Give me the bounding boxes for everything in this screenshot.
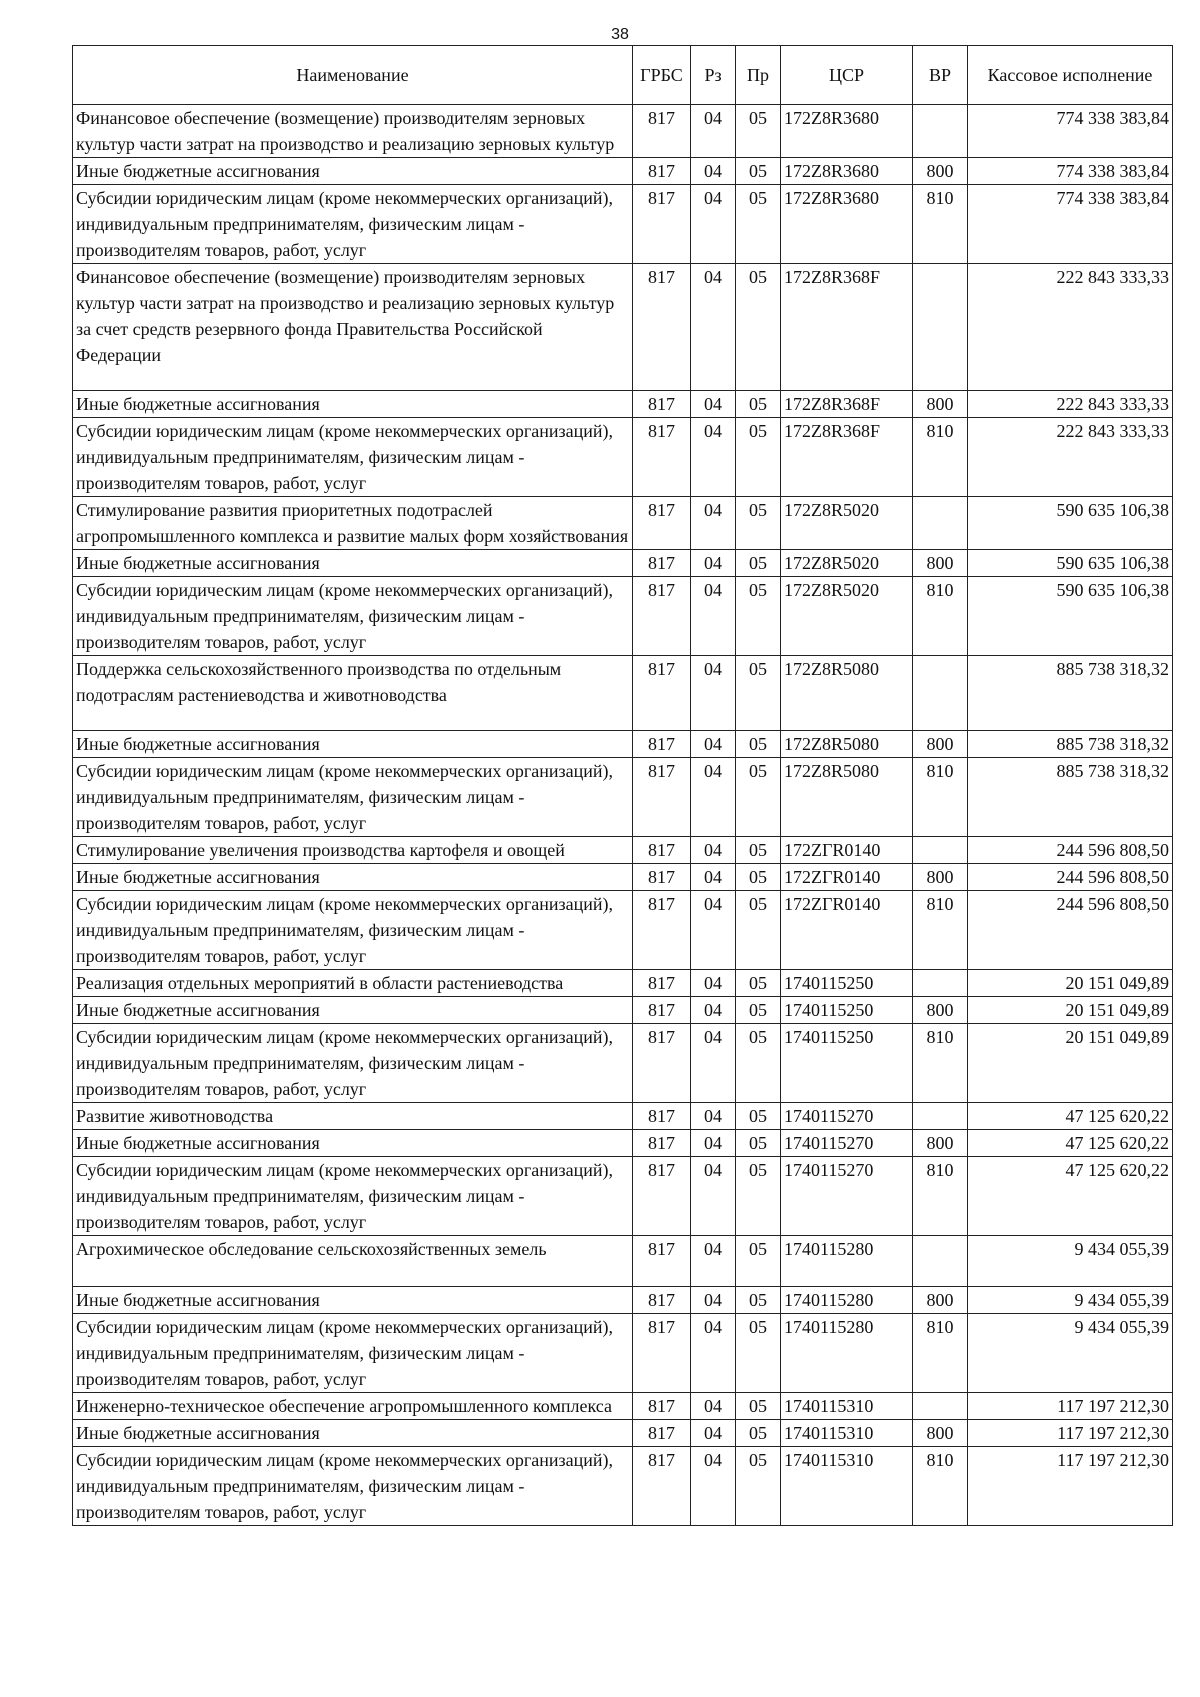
table-row: [73, 185, 1173, 264]
row-amount-cell: 9 434 055,39: [968, 1287, 1173, 1314]
row-rz-cell: 04: [691, 1393, 736, 1420]
row-rz-cell: 04: [691, 1447, 736, 1526]
row-name-cell: Субсидии юридическим лицам (кроме некоммерческих организаций), индивидуальным предпринимателям, физическим лицам - производителям товаров, работ, услуг: [73, 418, 633, 497]
row-amount-cell: 117 197 212,30: [968, 1420, 1173, 1447]
row-vr-cell: 810: [913, 1024, 968, 1103]
row-pr-cell: 05: [736, 264, 781, 391]
table-row: [73, 970, 1173, 997]
row-rz-cell: 04: [691, 497, 736, 550]
row-name-cell: Субсидии юридическим лицам (кроме некоммерческих организаций), индивидуальным предпринимателям, физическим лицам - производителям товаров, работ, услуг: [73, 1314, 633, 1393]
row-vr-cell: 810: [913, 577, 968, 656]
table-row: [73, 105, 1173, 158]
row-rz-cell: 04: [691, 1420, 736, 1447]
row-csr-cell: 1740115280: [781, 1287, 913, 1314]
row-grbs-cell: 817: [633, 1130, 691, 1157]
row-grbs-cell: 817: [633, 1447, 691, 1526]
table-row: [73, 264, 1173, 391]
row-pr-cell: 05: [736, 185, 781, 264]
row-name-cell: Иные бюджетные ассигнования: [73, 158, 633, 185]
table-row: [73, 158, 1173, 185]
table-row: [73, 1314, 1173, 1393]
row-rz-cell: 04: [691, 1130, 736, 1157]
row-grbs-cell: 817: [633, 970, 691, 997]
page-number: 38: [611, 26, 629, 43]
row-grbs-cell: 817: [633, 185, 691, 264]
row-csr-cell: 172Z8R5080: [781, 731, 913, 758]
row-csr-cell: 1740115310: [781, 1447, 913, 1526]
row-grbs-cell: 817: [633, 1024, 691, 1103]
row-name-cell: Субсидии юридическим лицам (кроме некоммерческих организаций), индивидуальным предпринимателям, физическим лицам - производителям товаров, работ, услуг: [73, 1157, 633, 1236]
row-csr-cell: 1740115280: [781, 1236, 913, 1287]
row-amount-cell: 47 125 620,22: [968, 1130, 1173, 1157]
row-grbs-cell: 817: [633, 105, 691, 158]
row-vr-cell: 810: [913, 185, 968, 264]
row-rz-cell: 04: [691, 758, 736, 837]
row-vr-cell: 800: [913, 1287, 968, 1314]
row-grbs-cell: 817: [633, 1103, 691, 1130]
row-pr-cell: 05: [736, 864, 781, 891]
row-csr-cell: 172Z8R3680: [781, 185, 913, 264]
row-amount-cell: 774 338 383,84: [968, 185, 1173, 264]
row-grbs-cell: 817: [633, 1420, 691, 1447]
row-vr-cell: 800: [913, 1130, 968, 1157]
row-grbs-cell: 817: [633, 1314, 691, 1393]
table-row: [73, 864, 1173, 891]
row-rz-cell: 04: [691, 864, 736, 891]
row-name-cell: Стимулирование развития приоритетных подотраслей агропромышленного комплекса и развитие малых форм хозяйствования: [73, 497, 633, 550]
row-amount-cell: 9 434 055,39: [968, 1236, 1173, 1287]
row-vr-cell: [913, 1103, 968, 1130]
row-name-cell: Инженерно-техническое обеспечение агропромышленного комплекса: [73, 1393, 633, 1420]
row-csr-cell: 1740115270: [781, 1130, 913, 1157]
row-grbs-cell: 817: [633, 758, 691, 837]
row-vr-cell: 800: [913, 550, 968, 577]
table-row: [73, 758, 1173, 837]
table-row: [73, 577, 1173, 656]
row-name-cell: Стимулирование увеличения производства картофеля и овощей: [73, 837, 633, 864]
row-amount-cell: 590 635 106,38: [968, 550, 1173, 577]
row-csr-cell: 172Z8R3680: [781, 158, 913, 185]
table-row: [73, 1393, 1173, 1420]
row-pr-cell: 05: [736, 497, 781, 550]
row-rz-cell: 04: [691, 731, 736, 758]
row-pr-cell: 05: [736, 550, 781, 577]
header-amount: Кассовое исполнение: [968, 46, 1173, 105]
table-row: [73, 1157, 1173, 1236]
row-rz-cell: 04: [691, 1024, 736, 1103]
row-amount-cell: 885 738 318,32: [968, 731, 1173, 758]
row-pr-cell: 05: [736, 1314, 781, 1393]
row-amount-cell: 20 151 049,89: [968, 970, 1173, 997]
row-vr-cell: 810: [913, 418, 968, 497]
row-rz-cell: 04: [691, 1314, 736, 1393]
row-vr-cell: [913, 1393, 968, 1420]
row-csr-cell: 1740115270: [781, 1103, 913, 1130]
row-rz-cell: 04: [691, 891, 736, 970]
row-vr-cell: 800: [913, 391, 968, 418]
row-pr-cell: 05: [736, 158, 781, 185]
table-row: [73, 391, 1173, 418]
row-vr-cell: 810: [913, 1447, 968, 1526]
row-rz-cell: 04: [691, 105, 736, 158]
row-vr-cell: 810: [913, 1314, 968, 1393]
row-pr-cell: 05: [736, 758, 781, 837]
row-amount-cell: 20 151 049,89: [968, 997, 1173, 1024]
row-name-cell: Субсидии юридическим лицам (кроме некоммерческих организаций), индивидуальным предпринимателям, физическим лицам - производителям товаров, работ, услуг: [73, 758, 633, 837]
row-grbs-cell: 817: [633, 158, 691, 185]
row-csr-cell: 172ZГR0140: [781, 864, 913, 891]
row-name-cell: Реализация отдельных мероприятий в области растениеводства: [73, 970, 633, 997]
row-csr-cell: 172Z8R368F: [781, 418, 913, 497]
row-name-cell: Субсидии юридическим лицам (кроме некоммерческих организаций), индивидуальным предпринимателям, физическим лицам - производителям товаров, работ, услуг: [73, 1447, 633, 1526]
row-amount-cell: 885 738 318,32: [968, 656, 1173, 731]
row-pr-cell: 05: [736, 1130, 781, 1157]
row-grbs-cell: 817: [633, 1157, 691, 1236]
row-grbs-cell: 817: [633, 1393, 691, 1420]
table-row: [73, 731, 1173, 758]
row-pr-cell: 05: [736, 391, 781, 418]
row-amount-cell: 590 635 106,38: [968, 497, 1173, 550]
row-grbs-cell: 817: [633, 864, 691, 891]
row-pr-cell: 05: [736, 731, 781, 758]
row-name-cell: Иные бюджетные ассигнования: [73, 731, 633, 758]
row-vr-cell: [913, 105, 968, 158]
header-pr: Пр: [736, 46, 781, 105]
row-csr-cell: 172Z8R5020: [781, 550, 913, 577]
row-pr-cell: 05: [736, 656, 781, 731]
row-vr-cell: [913, 264, 968, 391]
row-csr-cell: 172Z8R3680: [781, 105, 913, 158]
row-grbs-cell: 817: [633, 891, 691, 970]
row-grbs-cell: 817: [633, 997, 691, 1024]
row-amount-cell: 244 596 808,50: [968, 837, 1173, 864]
row-grbs-cell: 817: [633, 837, 691, 864]
table-row: [73, 1103, 1173, 1130]
row-amount-cell: 222 843 333,33: [968, 264, 1173, 391]
row-name-cell: Поддержка сельскохозяйственного производства по отдельным подотраслям растениеводства и животноводства: [73, 656, 633, 731]
row-amount-cell: 244 596 808,50: [968, 891, 1173, 970]
row-pr-cell: 05: [736, 418, 781, 497]
row-amount-cell: 222 843 333,33: [968, 391, 1173, 418]
row-name-cell: Финансовое обеспечение (возмещение) производителям зерновых культур части затрат на производство и реализацию зерновых культур за счет средств резервного фонда Правительства Российской Федерации: [73, 264, 633, 391]
table-row: [73, 418, 1173, 497]
row-vr-cell: [913, 970, 968, 997]
row-csr-cell: 172Z8R368F: [781, 264, 913, 391]
header-vr: ВР: [913, 46, 968, 105]
row-vr-cell: 800: [913, 158, 968, 185]
row-grbs-cell: 817: [633, 418, 691, 497]
row-pr-cell: 05: [736, 997, 781, 1024]
row-csr-cell: 1740115250: [781, 1024, 913, 1103]
row-name-cell: Иные бюджетные ассигнования: [73, 1130, 633, 1157]
row-name-cell: Иные бюджетные ассигнования: [73, 997, 633, 1024]
row-grbs-cell: 817: [633, 391, 691, 418]
row-pr-cell: 05: [736, 1420, 781, 1447]
row-name-cell: Иные бюджетные ассигнования: [73, 864, 633, 891]
table-header-row: [73, 46, 1173, 105]
row-rz-cell: 04: [691, 656, 736, 731]
row-csr-cell: 172Z8R368F: [781, 391, 913, 418]
row-csr-cell: 172ZГR0140: [781, 837, 913, 864]
row-pr-cell: 05: [736, 891, 781, 970]
budget-execution-table: [72, 45, 1173, 1526]
row-name-cell: Субсидии юридическим лицам (кроме некоммерческих организаций), индивидуальным предпринимателям, физическим лицам - производителям товаров, работ, услуг: [73, 185, 633, 264]
row-rz-cell: 04: [691, 550, 736, 577]
row-pr-cell: 05: [736, 1447, 781, 1526]
row-rz-cell: 04: [691, 837, 736, 864]
row-grbs-cell: 817: [633, 264, 691, 391]
table-row: [73, 1287, 1173, 1314]
row-csr-cell: 1740115270: [781, 1157, 913, 1236]
header-csr: ЦСР: [781, 46, 913, 105]
row-name-cell: Иные бюджетные ассигнования: [73, 1420, 633, 1447]
row-name-cell: Субсидии юридическим лицам (кроме некоммерческих организаций), индивидуальным предпринимателям, физическим лицам - производителям товаров, работ, услуг: [73, 577, 633, 656]
row-vr-cell: [913, 497, 968, 550]
table-row: [73, 1130, 1173, 1157]
row-name-cell: Субсидии юридическим лицам (кроме некоммерческих организаций), индивидуальным предпринимателям, физическим лицам - производителям товаров, работ, услуг: [73, 891, 633, 970]
row-vr-cell: [913, 656, 968, 731]
row-name-cell: Иные бюджетные ассигнования: [73, 1287, 633, 1314]
row-vr-cell: 810: [913, 758, 968, 837]
row-pr-cell: 05: [736, 1024, 781, 1103]
row-vr-cell: 800: [913, 1420, 968, 1447]
row-amount-cell: 774 338 383,84: [968, 158, 1173, 185]
row-rz-cell: 04: [691, 1236, 736, 1287]
row-amount-cell: 117 197 212,30: [968, 1393, 1173, 1420]
row-vr-cell: 800: [913, 731, 968, 758]
row-pr-cell: 05: [736, 1103, 781, 1130]
row-amount-cell: 20 151 049,89: [968, 1024, 1173, 1103]
table-row: [73, 1024, 1173, 1103]
row-csr-cell: 172Z8R5080: [781, 758, 913, 837]
row-grbs-cell: 817: [633, 550, 691, 577]
row-vr-cell: [913, 1236, 968, 1287]
header-rz: Рз: [691, 46, 736, 105]
row-vr-cell: 800: [913, 997, 968, 1024]
row-grbs-cell: 817: [633, 497, 691, 550]
row-amount-cell: 117 197 212,30: [968, 1447, 1173, 1526]
row-csr-cell: 1740115310: [781, 1420, 913, 1447]
row-csr-cell: 1740115250: [781, 970, 913, 997]
row-csr-cell: 1740115280: [781, 1314, 913, 1393]
row-csr-cell: 172Z8R5020: [781, 497, 913, 550]
row-vr-cell: 810: [913, 1157, 968, 1236]
row-rz-cell: 04: [691, 264, 736, 391]
row-vr-cell: 800: [913, 864, 968, 891]
row-rz-cell: 04: [691, 997, 736, 1024]
row-csr-cell: 172Z8R5020: [781, 577, 913, 656]
row-csr-cell: 1740115310: [781, 1393, 913, 1420]
row-rz-cell: 04: [691, 418, 736, 497]
row-pr-cell: 05: [736, 1236, 781, 1287]
row-vr-cell: [913, 837, 968, 864]
row-pr-cell: 05: [736, 970, 781, 997]
row-pr-cell: 05: [736, 1157, 781, 1236]
table-row: [73, 497, 1173, 550]
row-rz-cell: 04: [691, 1157, 736, 1236]
row-name-cell: Финансовое обеспечение (возмещение) производителям зерновых культур части затрат на производство и реализацию зерновых культур: [73, 105, 633, 158]
row-grbs-cell: 817: [633, 1287, 691, 1314]
row-rz-cell: 04: [691, 185, 736, 264]
row-amount-cell: 244 596 808,50: [968, 864, 1173, 891]
table-row: [73, 1447, 1173, 1526]
row-name-cell: Агрохимическое обследование сельскохозяйственных земель: [73, 1236, 633, 1287]
row-amount-cell: 885 738 318,32: [968, 758, 1173, 837]
row-pr-cell: 05: [736, 577, 781, 656]
row-rz-cell: 04: [691, 158, 736, 185]
row-rz-cell: 04: [691, 577, 736, 656]
table-row: [73, 891, 1173, 970]
table-row: [73, 1236, 1173, 1287]
row-amount-cell: 774 338 383,84: [968, 105, 1173, 158]
row-name-cell: Иные бюджетные ассигнования: [73, 391, 633, 418]
table-row: [73, 837, 1173, 864]
row-name-cell: Субсидии юридическим лицам (кроме некоммерческих организаций), индивидуальным предпринимателям, физическим лицам - производителям товаров, работ, услуг: [73, 1024, 633, 1103]
row-pr-cell: 05: [736, 837, 781, 864]
row-amount-cell: 9 434 055,39: [968, 1314, 1173, 1393]
header-grbs: ГРБС: [633, 46, 691, 105]
table-body: [73, 105, 1173, 1526]
row-rz-cell: 04: [691, 970, 736, 997]
table-row: [73, 656, 1173, 731]
row-vr-cell: 810: [913, 891, 968, 970]
table-row: [73, 997, 1173, 1024]
row-name-cell: Развитие животноводства: [73, 1103, 633, 1130]
row-pr-cell: 05: [736, 1287, 781, 1314]
table-row: [73, 1420, 1173, 1447]
row-csr-cell: 172Z8R5080: [781, 656, 913, 731]
row-grbs-cell: 817: [633, 656, 691, 731]
row-rz-cell: 04: [691, 391, 736, 418]
row-csr-cell: 1740115250: [781, 997, 913, 1024]
row-amount-cell: 222 843 333,33: [968, 418, 1173, 497]
row-name-cell: Иные бюджетные ассигнования: [73, 550, 633, 577]
row-amount-cell: 47 125 620,22: [968, 1157, 1173, 1236]
row-csr-cell: 172ZГR0140: [781, 891, 913, 970]
row-rz-cell: 04: [691, 1287, 736, 1314]
row-grbs-cell: 817: [633, 731, 691, 758]
header-name: Наименование: [73, 46, 633, 105]
row-amount-cell: 47 125 620,22: [968, 1103, 1173, 1130]
row-pr-cell: 05: [736, 1393, 781, 1420]
row-amount-cell: 590 635 106,38: [968, 577, 1173, 656]
row-grbs-cell: 817: [633, 1236, 691, 1287]
row-pr-cell: 05: [736, 105, 781, 158]
table-row: [73, 550, 1173, 577]
row-grbs-cell: 817: [633, 577, 691, 656]
row-rz-cell: 04: [691, 1103, 736, 1130]
